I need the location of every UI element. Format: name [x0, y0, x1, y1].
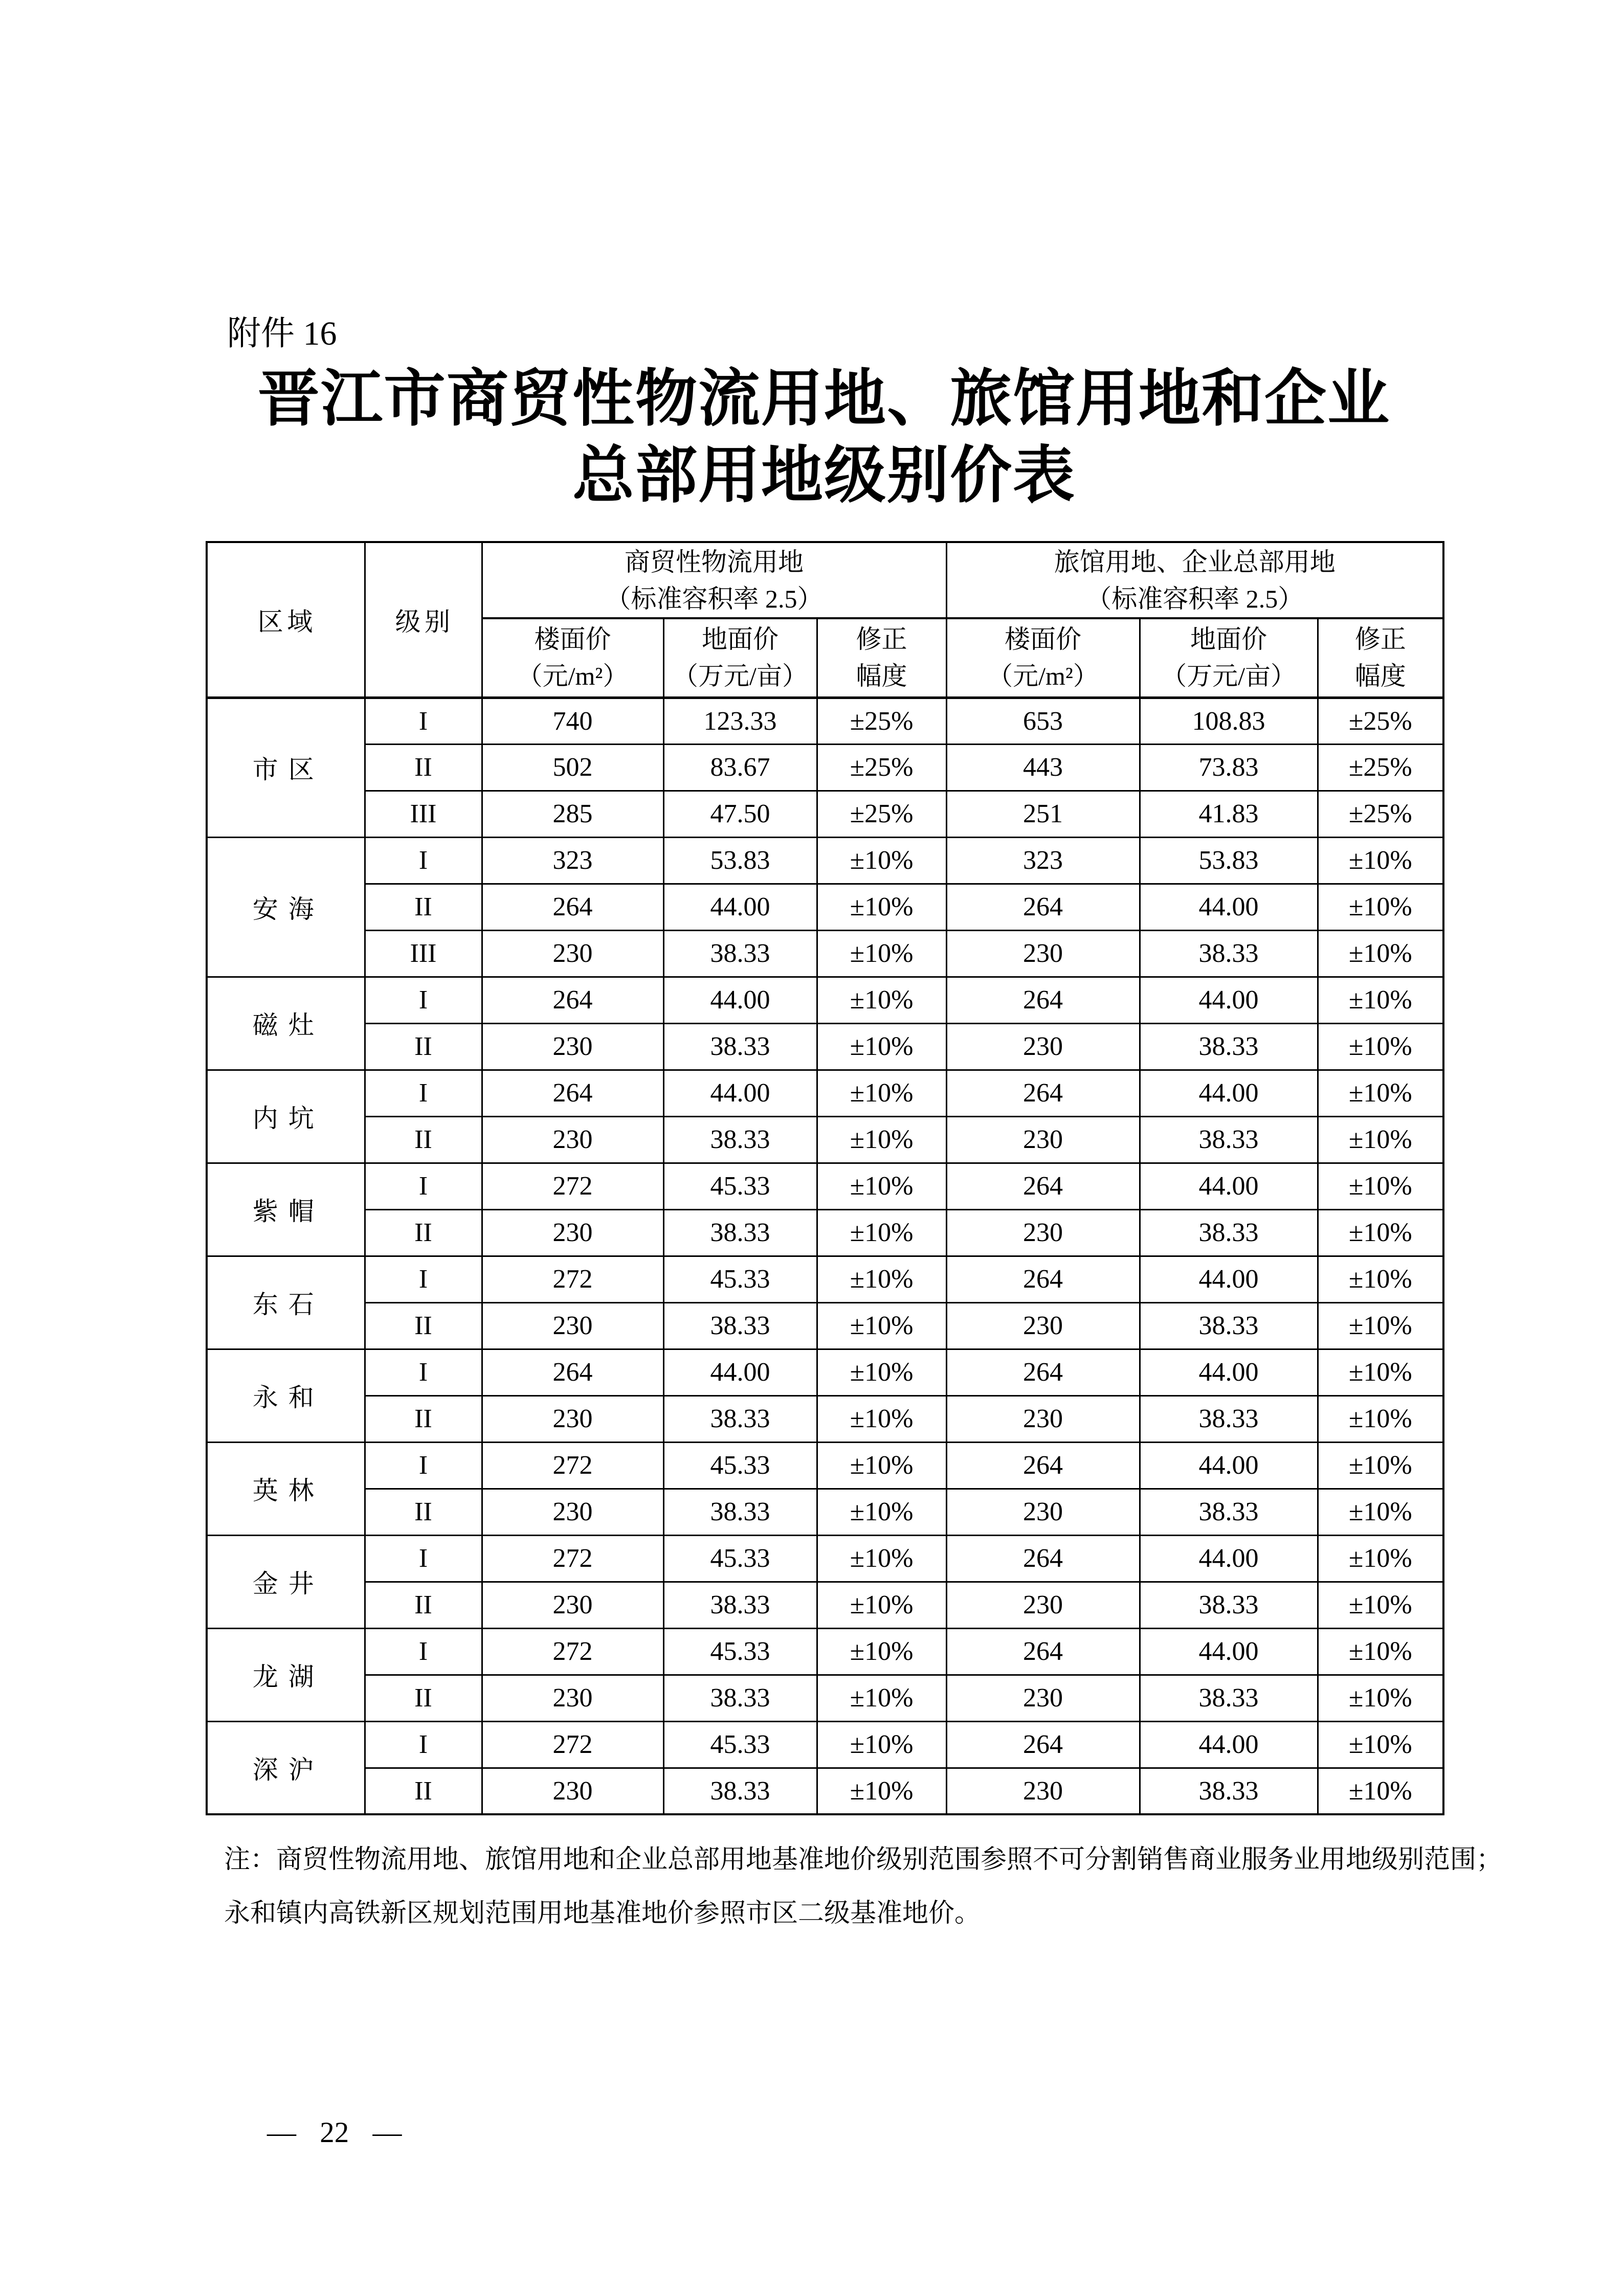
- value-cell: ±10%: [1318, 1256, 1443, 1302]
- value-cell: ±10%: [817, 1721, 946, 1768]
- level-cell: II: [365, 744, 482, 791]
- value-cell: 44.00: [1140, 1628, 1318, 1675]
- value-cell: ±25%: [817, 744, 946, 791]
- level-cell: I: [365, 1070, 482, 1116]
- value-cell: ±10%: [817, 1349, 946, 1395]
- value-cell: ±10%: [1318, 1209, 1443, 1256]
- value-cell: 230: [946, 1209, 1140, 1256]
- value-cell: 44.00: [1140, 1349, 1318, 1395]
- level-cell: II: [365, 1582, 482, 1628]
- value-cell: 38.33: [1140, 1023, 1318, 1070]
- table-row: [207, 1395, 1443, 1442]
- level-cell: III: [365, 791, 482, 837]
- level-cell: II: [365, 1116, 482, 1163]
- table-row: [207, 977, 1443, 1023]
- level-cell: I: [365, 1628, 482, 1675]
- value-cell: 41.83: [1140, 791, 1318, 837]
- value-cell: 230: [946, 1489, 1140, 1535]
- level-cell: I: [365, 1721, 482, 1768]
- note: [224, 1833, 1503, 1941]
- value-cell: ±25%: [1318, 744, 1443, 791]
- level-cell: II: [365, 1395, 482, 1442]
- level-cell: I: [365, 837, 482, 884]
- value-cell: 323: [482, 837, 663, 884]
- value-cell: 44.00: [663, 1070, 817, 1116]
- value-cell: 264: [482, 1349, 663, 1395]
- value-cell: 264: [946, 1721, 1140, 1768]
- region-cell: 龙湖: [207, 1628, 365, 1721]
- value-cell: 264: [482, 884, 663, 930]
- value-cell: 38.33: [1140, 1209, 1318, 1256]
- value-cell: 251: [946, 791, 1140, 837]
- value-cell: 38.33: [663, 1768, 817, 1814]
- table-row: [207, 1349, 1443, 1395]
- value-cell: ±10%: [1318, 1349, 1443, 1395]
- value-cell: 264: [946, 1163, 1140, 1209]
- col-header-floor-price-1: 楼面价 （元/m²）: [482, 618, 663, 697]
- value-cell: 230: [482, 1768, 663, 1814]
- note-line-2: 永和镇内高铁新区规划范围用地基准地价参照市区二级基准地价。: [224, 1899, 981, 1928]
- value-cell: ±10%: [817, 884, 946, 930]
- col-header-adjustment-1: 修正 幅度: [817, 618, 946, 697]
- table-row: [207, 930, 1443, 977]
- table-row: [207, 1070, 1443, 1116]
- value-cell: 45.33: [663, 1721, 817, 1768]
- col-header-ground-price-1: 地面价 （万元/亩）: [663, 618, 817, 697]
- value-cell: 323: [946, 837, 1140, 884]
- level-cell: I: [365, 1256, 482, 1302]
- value-cell: 44.00: [1140, 1163, 1318, 1209]
- value-cell: 264: [946, 1442, 1140, 1489]
- value-cell: 53.83: [663, 837, 817, 884]
- value-cell: 230: [946, 1302, 1140, 1349]
- table-row: [207, 697, 1443, 744]
- value-cell: 38.33: [663, 1302, 817, 1349]
- page-title-line-2: 总部用地级别价表: [572, 442, 1076, 510]
- value-cell: ±10%: [1318, 1163, 1443, 1209]
- value-cell: 44.00: [1140, 1070, 1318, 1116]
- value-cell: 38.33: [1140, 1302, 1318, 1349]
- value-cell: 44.00: [663, 884, 817, 930]
- value-cell: 264: [946, 1628, 1140, 1675]
- value-cell: 272: [482, 1535, 663, 1582]
- level-cell: I: [365, 1349, 482, 1395]
- value-cell: 38.33: [663, 1582, 817, 1628]
- level-cell: II: [365, 1302, 482, 1349]
- value-cell: 38.33: [663, 1209, 817, 1256]
- page-number: — 22 —: [267, 2117, 402, 2149]
- group1-title-line1: 商贸性物流用地: [625, 547, 804, 576]
- value-cell: 230: [946, 1675, 1140, 1721]
- value-cell: ±10%: [1318, 1721, 1443, 1768]
- value-cell: 502: [482, 744, 663, 791]
- value-cell: ±10%: [817, 1582, 946, 1628]
- col-group-hotel-hq: [946, 542, 1443, 618]
- value-cell: 264: [946, 1349, 1140, 1395]
- value-cell: 230: [482, 1209, 663, 1256]
- value-cell: 230: [482, 1675, 663, 1721]
- table-row: [207, 1721, 1443, 1768]
- value-cell: 38.33: [663, 930, 817, 977]
- value-cell: ±25%: [817, 791, 946, 837]
- group2-title-line1: 旅馆用地、企业总部用地: [1054, 547, 1336, 576]
- value-cell: 38.33: [1140, 1116, 1318, 1163]
- value-cell: 264: [946, 884, 1140, 930]
- value-cell: 45.33: [663, 1628, 817, 1675]
- table-row: [207, 1489, 1443, 1535]
- value-cell: 44.00: [1140, 884, 1318, 930]
- group1-title-line2: （标准容积率 2.5）: [605, 584, 823, 613]
- value-cell: 272: [482, 1256, 663, 1302]
- value-cell: ±10%: [817, 1395, 946, 1442]
- value-cell: ±10%: [817, 837, 946, 884]
- table-row: [207, 837, 1443, 884]
- region-cell: 金井: [207, 1535, 365, 1628]
- price-table-body: [207, 697, 1443, 1814]
- value-cell: 230: [946, 1116, 1140, 1163]
- value-cell: 38.33: [663, 1116, 817, 1163]
- value-cell: 38.33: [1140, 1768, 1318, 1814]
- value-cell: ±10%: [817, 1535, 946, 1582]
- level-cell: II: [365, 884, 482, 930]
- table-row: [207, 1163, 1443, 1209]
- table-row: [207, 1768, 1443, 1814]
- value-cell: ±10%: [1318, 1442, 1443, 1489]
- value-cell: ±10%: [817, 1628, 946, 1675]
- value-cell: ±10%: [817, 1442, 946, 1489]
- value-cell: ±10%: [817, 1209, 946, 1256]
- region-cell: 内坑: [207, 1070, 365, 1163]
- value-cell: 38.33: [663, 1489, 817, 1535]
- region-cell: 永和: [207, 1349, 365, 1442]
- value-cell: 230: [482, 1489, 663, 1535]
- table-row: [207, 1302, 1443, 1349]
- level-cell: I: [365, 1442, 482, 1489]
- value-cell: 264: [946, 1070, 1140, 1116]
- page-title: [206, 361, 1442, 514]
- value-cell: 230: [946, 1395, 1140, 1442]
- value-cell: 230: [482, 930, 663, 977]
- value-cell: 264: [482, 977, 663, 1023]
- value-cell: 38.33: [663, 1675, 817, 1721]
- value-cell: 285: [482, 791, 663, 837]
- region-cell: 紫帽: [207, 1163, 365, 1256]
- value-cell: 653: [946, 697, 1140, 744]
- value-cell: 53.83: [1140, 837, 1318, 884]
- level-cell: II: [365, 1675, 482, 1721]
- value-cell: 264: [946, 1535, 1140, 1582]
- value-cell: 45.33: [663, 1535, 817, 1582]
- page-title-line-1: 晋江市商贸性物流用地、旅馆用地和企业: [257, 365, 1390, 434]
- value-cell: 44.00: [663, 977, 817, 1023]
- table-row: [207, 1535, 1443, 1582]
- level-cell: II: [365, 1489, 482, 1535]
- table-row: [207, 1675, 1443, 1721]
- value-cell: ±10%: [817, 1302, 946, 1349]
- region-cell: 英林: [207, 1442, 365, 1535]
- value-cell: 38.33: [1140, 1395, 1318, 1442]
- value-cell: 264: [482, 1070, 663, 1116]
- value-cell: 83.67: [663, 744, 817, 791]
- table-row: [207, 1116, 1443, 1163]
- group2-title-line2: （标准容积率 2.5）: [1086, 584, 1304, 613]
- value-cell: ±10%: [1318, 930, 1443, 977]
- value-cell: 264: [946, 977, 1140, 1023]
- value-cell: 272: [482, 1721, 663, 1768]
- value-cell: 108.83: [1140, 697, 1318, 744]
- value-cell: 44.00: [1140, 1256, 1318, 1302]
- level-cell: III: [365, 930, 482, 977]
- value-cell: ±10%: [1318, 1395, 1443, 1442]
- level-cell: I: [365, 1163, 482, 1209]
- value-cell: ±10%: [1318, 977, 1443, 1023]
- value-cell: 230: [482, 1302, 663, 1349]
- value-cell: ±10%: [817, 930, 946, 977]
- col-header-region: 区域: [207, 542, 365, 697]
- table-row: [207, 1023, 1443, 1070]
- region-cell: 东石: [207, 1256, 365, 1349]
- value-cell: ±10%: [1318, 1582, 1443, 1628]
- value-cell: 123.33: [663, 697, 817, 744]
- value-cell: 38.33: [663, 1395, 817, 1442]
- value-cell: ±10%: [1318, 1023, 1443, 1070]
- value-cell: 230: [946, 930, 1140, 977]
- value-cell: ±10%: [817, 1163, 946, 1209]
- table-row: [207, 1209, 1443, 1256]
- value-cell: 230: [946, 1768, 1140, 1814]
- value-cell: ±10%: [817, 1023, 946, 1070]
- value-cell: 44.00: [1140, 1442, 1318, 1489]
- attachment-label: 附件 16: [227, 315, 337, 352]
- value-cell: 272: [482, 1442, 663, 1489]
- value-cell: 45.33: [663, 1442, 817, 1489]
- level-cell: I: [365, 1535, 482, 1582]
- value-cell: 740: [482, 697, 663, 744]
- region-cell: 安海: [207, 837, 365, 977]
- col-header-floor-price-2: 楼面价 （元/m²）: [946, 618, 1140, 697]
- value-cell: ±10%: [817, 1070, 946, 1116]
- table-row: [207, 1582, 1443, 1628]
- value-cell: ±10%: [1318, 1489, 1443, 1535]
- value-cell: ±10%: [817, 1489, 946, 1535]
- value-cell: ±25%: [1318, 791, 1443, 837]
- value-cell: 44.00: [663, 1349, 817, 1395]
- value-cell: ±25%: [817, 697, 946, 744]
- level-cell: II: [365, 1768, 482, 1814]
- value-cell: 47.50: [663, 791, 817, 837]
- level-cell: I: [365, 977, 482, 1023]
- value-cell: 230: [946, 1023, 1140, 1070]
- level-cell: I: [365, 697, 482, 744]
- table-row: [207, 744, 1443, 791]
- note-line-1: 注：商贸性物流用地、旅馆用地和企业总部用地基准地价级别范围参照不可分割销售商业服务业用地级别范围；: [224, 1845, 1503, 1874]
- value-cell: 38.33: [1140, 1582, 1318, 1628]
- value-cell: ±25%: [1318, 697, 1443, 744]
- value-cell: 272: [482, 1163, 663, 1209]
- value-cell: ±10%: [817, 1256, 946, 1302]
- table-row: [207, 884, 1443, 930]
- col-header-level: 级别: [365, 542, 482, 697]
- region-cell: 深沪: [207, 1721, 365, 1814]
- value-cell: ±10%: [1318, 884, 1443, 930]
- region-cell: 磁灶: [207, 977, 365, 1070]
- col-group-commercial-logistics: [482, 542, 946, 618]
- land-price-table: [206, 541, 1444, 1815]
- col-header-adjustment-2: 修正 幅度: [1318, 618, 1443, 697]
- value-cell: ±10%: [817, 1768, 946, 1814]
- value-cell: ±10%: [1318, 837, 1443, 884]
- value-cell: ±10%: [817, 977, 946, 1023]
- table-row: [207, 791, 1443, 837]
- value-cell: 272: [482, 1628, 663, 1675]
- value-cell: 44.00: [1140, 1721, 1318, 1768]
- value-cell: 230: [482, 1582, 663, 1628]
- value-cell: 38.33: [1140, 1675, 1318, 1721]
- table-header-row-groups: [207, 542, 1443, 618]
- value-cell: 230: [482, 1023, 663, 1070]
- table-row: [207, 1442, 1443, 1489]
- value-cell: ±10%: [1318, 1116, 1443, 1163]
- level-cell: II: [365, 1023, 482, 1070]
- value-cell: ±10%: [1318, 1070, 1443, 1116]
- value-cell: 264: [946, 1256, 1140, 1302]
- value-cell: ±10%: [1318, 1628, 1443, 1675]
- value-cell: 38.33: [1140, 1489, 1318, 1535]
- value-cell: 230: [946, 1582, 1140, 1628]
- value-cell: ±10%: [817, 1675, 946, 1721]
- value-cell: ±10%: [1318, 1675, 1443, 1721]
- value-cell: ±10%: [1318, 1302, 1443, 1349]
- value-cell: 230: [482, 1395, 663, 1442]
- table-row: [207, 1628, 1443, 1675]
- value-cell: ±10%: [1318, 1535, 1443, 1582]
- value-cell: 38.33: [1140, 930, 1318, 977]
- col-header-ground-price-2: 地面价 （万元/亩）: [1140, 618, 1318, 697]
- value-cell: 73.83: [1140, 744, 1318, 791]
- value-cell: 230: [482, 1116, 663, 1163]
- value-cell: 44.00: [1140, 977, 1318, 1023]
- value-cell: 45.33: [663, 1163, 817, 1209]
- value-cell: ±10%: [817, 1116, 946, 1163]
- value-cell: 38.33: [663, 1023, 817, 1070]
- value-cell: 44.00: [1140, 1535, 1318, 1582]
- region-cell: 市区: [207, 697, 365, 837]
- value-cell: 443: [946, 744, 1140, 791]
- value-cell: ±10%: [1318, 1768, 1443, 1814]
- table-row: [207, 1256, 1443, 1302]
- level-cell: II: [365, 1209, 482, 1256]
- value-cell: 45.33: [663, 1256, 817, 1302]
